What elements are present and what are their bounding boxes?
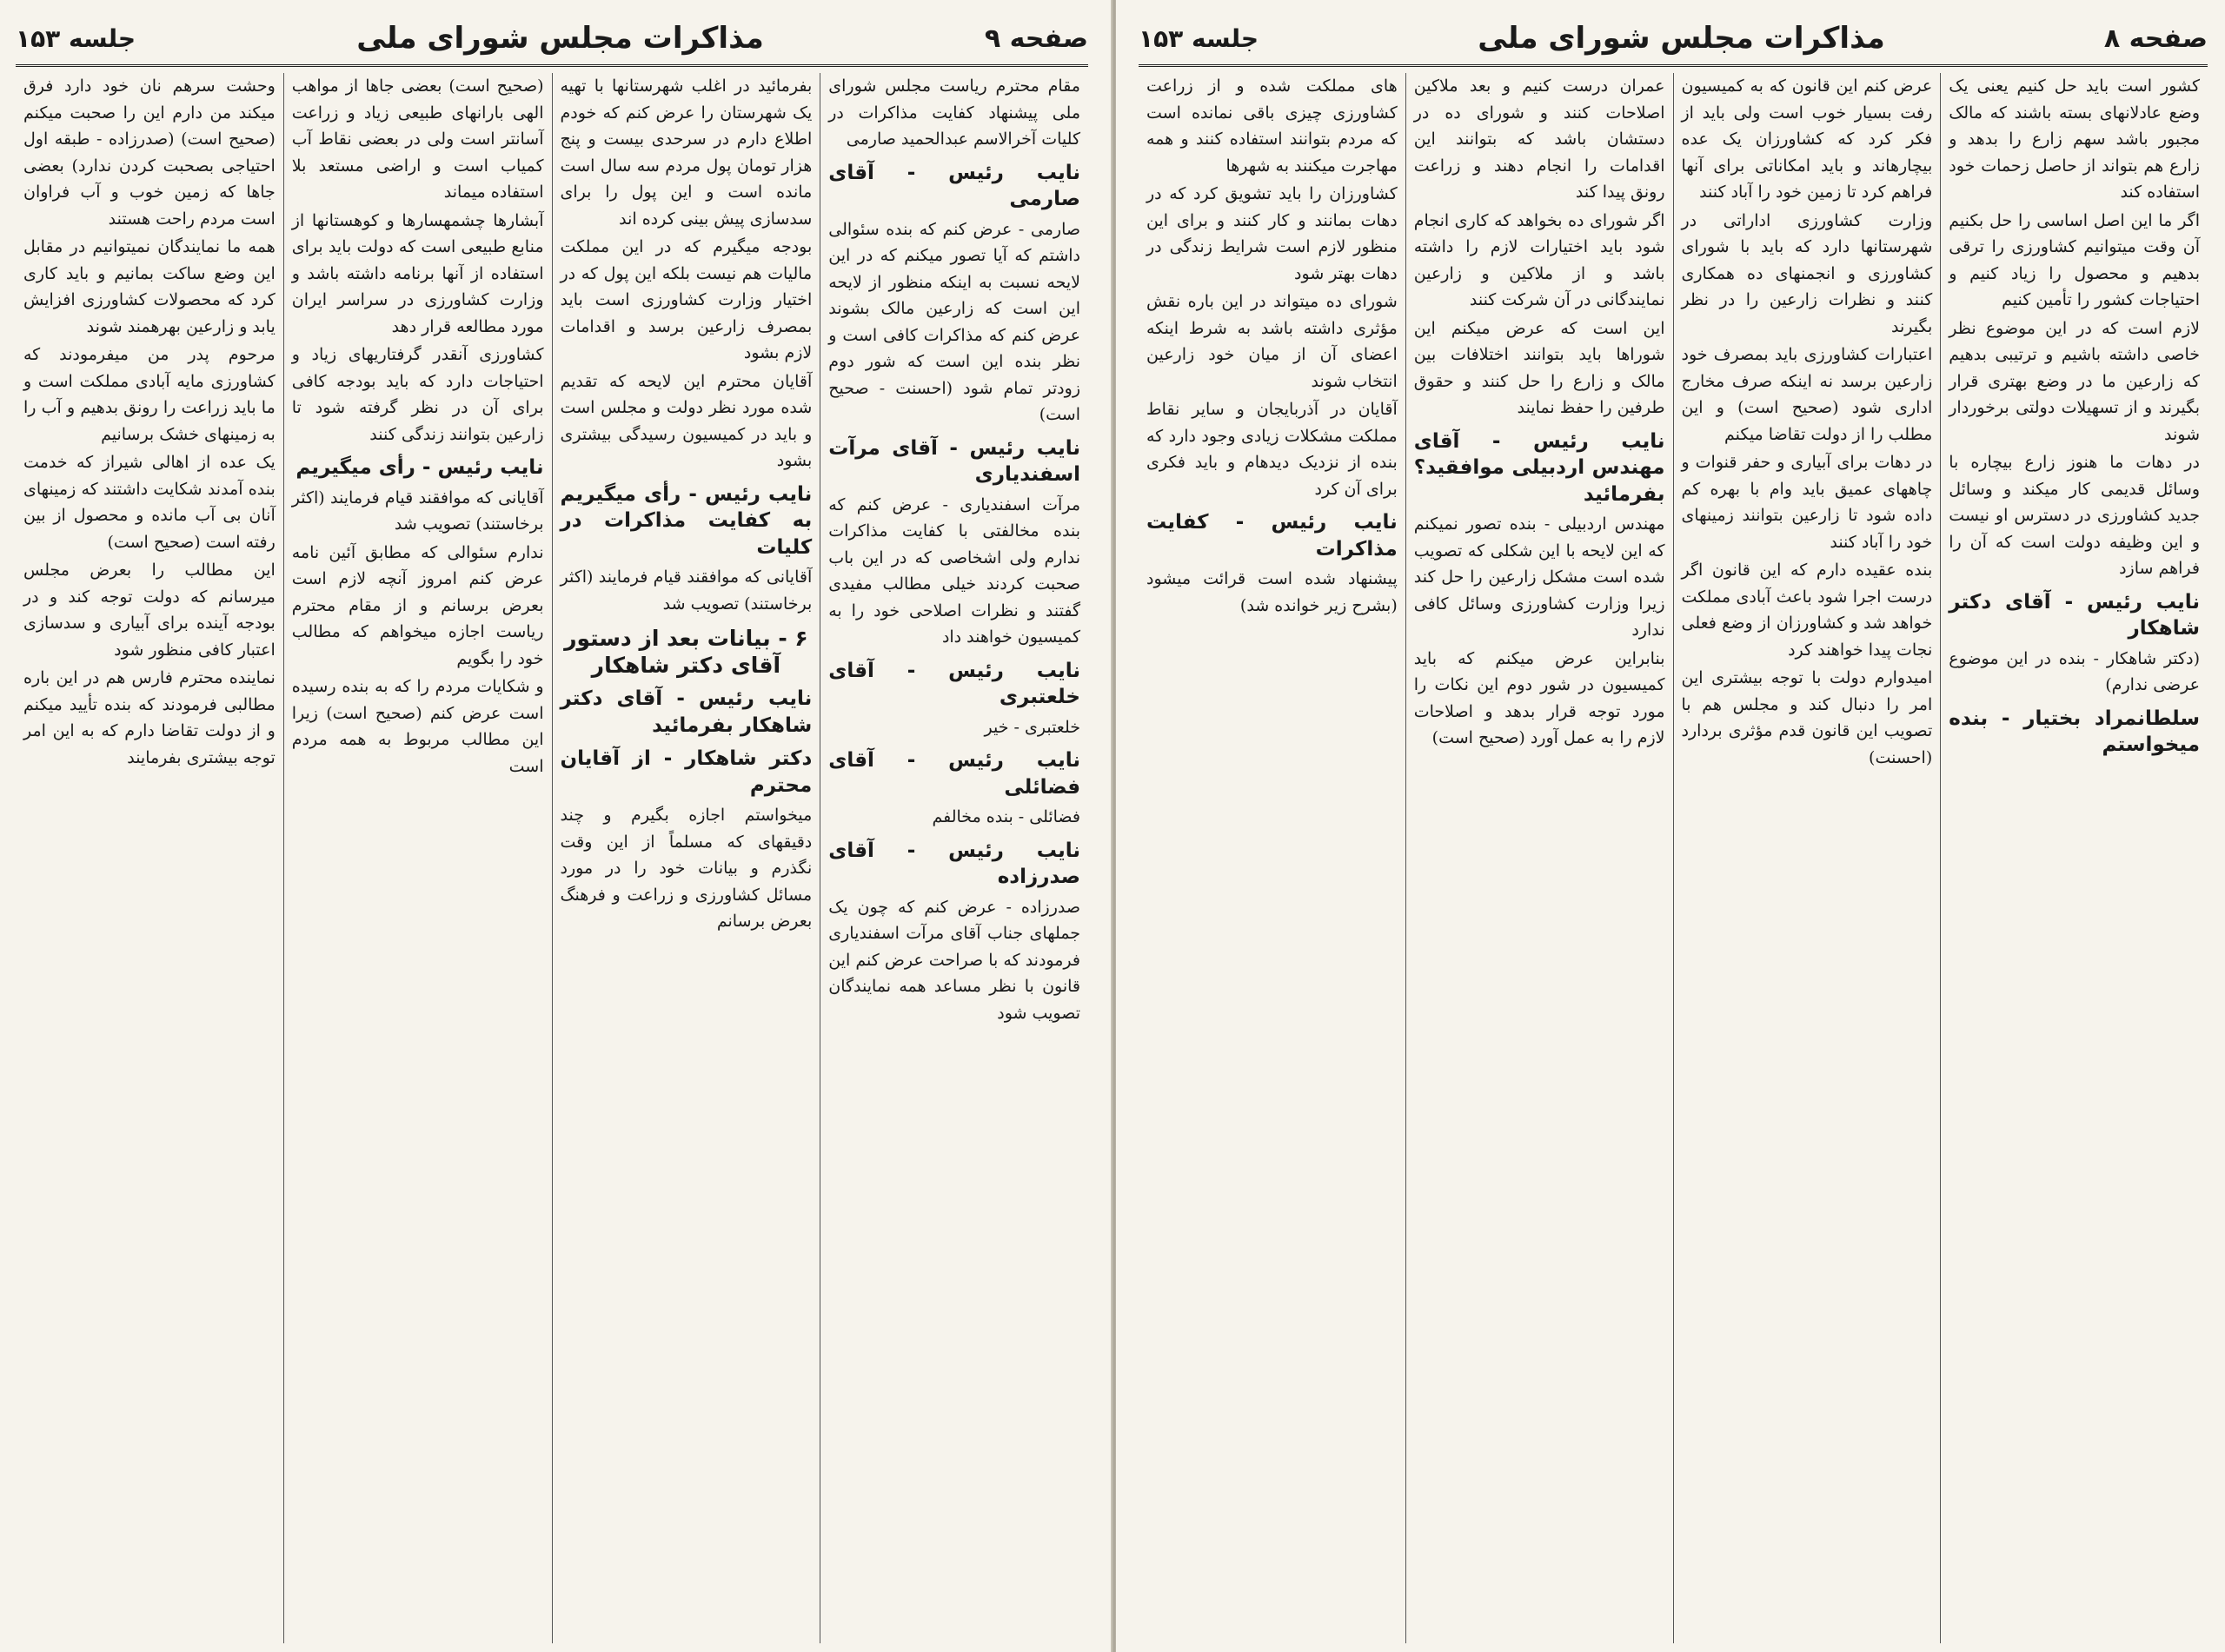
paragraph: (صحیح است) بعضی جاها از مواهب الهی بارانهای طبیعی زیاد و زراعت آسانتر است ولی در بعضی نقاط آب کمیاب است و اراضی مستعد بلا استفاده میماند xyxy=(291,76,544,202)
speaker-line: نایب رئیس - آقای خلعتبری xyxy=(828,659,1080,708)
speaker-line: نایب رئیس - آقای فضائلی xyxy=(828,749,1080,799)
paragraph: بنده عقیده دارم که این قانون اگر درست اجرا شود باعث آبادی مملکت خواهد شد و کشاورزان از وضع فعلی نجات پیدا خواهند کرد xyxy=(1681,561,1933,660)
paragraph: آبشارها چشمهسارها و کوهستانها از منابع طبیعی است که دولت باید برای استفاده از آنها برنامه داشته باشد و وزارت کشاورزی در سراسر ایران مورد مطالعه قرار دهد xyxy=(291,210,544,336)
paragraph: نماینده محترم فارس هم در این باره مطالبی فرمودند که بنده تأیید میکنم و از دولت تقاضا دارم که به این امر توجه بیشتری بفرمایند xyxy=(23,668,276,767)
paragraph: بفرمائید در اغلب شهرستانها با تهیه یک شهرستان را عرض کنم که خودم اطلاع دارم در سرحدی بیست و پنج هزار تومان پول مردم سه سال است مانده است و این پول را برای سدسازی پیش بینی کرده اند xyxy=(560,76,813,229)
paragraph: صارمی - عرض کنم که بنده سئوالی داشتم که آیا تصور میکنم که در این لایحه نسبت به اینکه منظور از لایحه این است که زارعین مالک بشوند عرض کنم که مذاکرات کافی است و نظر بنده این است که شور دوم زودتر تمام شود (احسنت - صحیح است) xyxy=(828,219,1080,424)
paragraph: پیشنهاد شده است قرائت میشود (بشرح زیر خوانده شد) xyxy=(1146,569,1398,615)
paragraph: آقایان در آذربایجان و سایر نقاط مملکت مشکلات زیادی وجود دارد که بنده از نزدیک دیدهام و باید فکری برای آن کرد xyxy=(1146,400,1398,499)
speaker-line: نایب رئیس - آقای صارمی xyxy=(828,161,1080,210)
paragraph: لازم است که در این موضوع نظر خاصی داشته باشیم و ترتیبی بدهیم که زارعین ما در وضع بهتری قرار بگیرند و از تسهیلات دولتی برخوردار شوند xyxy=(1949,318,2200,444)
right-page-columns xyxy=(1139,73,2208,1643)
paragraph: آقایان محترم این لایحه که تقدیم شده مورد نظر دولت و مجلس است و باید در کمیسیون رسیدگی بیشتری بشود xyxy=(560,371,813,470)
text-column xyxy=(1673,73,1941,1643)
text-column xyxy=(1940,73,2208,1643)
left-page-columns xyxy=(16,73,1088,1643)
speaker-line: نایب رئیس - آقای مرآت اسفندیاری xyxy=(828,436,1080,486)
paragraph: همه ما نمایندگان نمیتوانیم در مقابل این وضع ساکت بمانیم و باید کاری کرد که محصولات کشاورزی افزایش یابد و زارعین بهرهمند شوند xyxy=(23,237,276,336)
paragraph: خلعتبری - خیر xyxy=(984,717,1080,737)
paragraph: وزارت کشاورزی اداراتی در شهرستانها دارد که باید با شورای کشاورزی و انجمنهای ده همکاری کنند و نظرات زارعین را در نظر بگیرند xyxy=(1681,210,1933,336)
paragraph: فضائلی - بنده مخالفم xyxy=(932,807,1080,826)
speaker-line: نایب رئیس - آقای دکتر شاهکار بفرمائید xyxy=(560,687,813,737)
text-column xyxy=(283,73,552,1643)
text-column xyxy=(16,73,283,1643)
paragraph: این مطالب را بعرض مجلس میرسانم که دولت توجه کند و در بودجه آینده برای آبیاری و سدسازی اعتبار کافی منظور شود xyxy=(23,561,276,660)
paragraph: میخواستم اجازه بگیرم و چند دقیقهای که مسلماً از این وقت نگذرم و بیانات خود را در مورد مسائل کشاورزی و زراعت و فرهنگ بعرض برسانم xyxy=(560,806,813,931)
right-page-header xyxy=(1139,12,2208,67)
paragraph: بودجه میگیرم که در این مملکت مالیات هم نیست بلکه این پول که در اختیار وزارت کشاورزی است باید بمصرف زارعین برسد و اقدامات لازم بشود xyxy=(560,237,813,362)
page-number: صفحه ۹ xyxy=(984,23,1088,54)
paragraph: مهندس اردبیلی - بنده تصور نمیکنم که این لایحه با این شکلی که تصویب شده است مشکل زارعین را حل کند زیرا وزارت کشاورزی وسائل کافی ندارد xyxy=(1413,514,1665,640)
paragraph: کشاورزی آنقدر گرفتاریهای زیاد و احتیاجات دارد که باید بودجه کافی برای آن در نظر گرفته شود تا زارعین بتوانند زندگی کنند xyxy=(291,345,544,444)
text-column xyxy=(1405,73,1673,1643)
paragraph: اعتبارات کشاورزی باید بمصرف خود زارعین برسد نه اینکه صرف مخارج اداری شود (صحیح است) و این مطلب را از دولت تقاضا میکنم xyxy=(1681,345,1933,444)
section-heading: ۶ - بیانات بعد از دستور آقای دکتر شاهکار xyxy=(564,626,808,678)
paragraph: این است که عرض میکنم این شوراها باید بتوانند اختلافات بین مالک و زارع را حل کنند و حقوق طرفین را حفظ نمایند xyxy=(1413,318,1665,417)
text-column xyxy=(552,73,820,1643)
speaker-line: نایب رئیس - آقای صدرزاده xyxy=(828,839,1080,888)
masthead-title: مذاکرات مجلس شورای ملی xyxy=(1478,21,1885,56)
paragraph: آقایانی که موافقند قیام فرمایند (اکثر برخاستند) تصویب شد xyxy=(560,567,813,614)
masthead-title: مذاکرات مجلس شورای ملی xyxy=(356,21,764,56)
paragraph: امیدوارم دولت با توجه بیشتری این امر را دنبال کند و مجلس هم با تصویب این قانون قدم مؤثری بردارد (احسنت) xyxy=(1681,668,1933,767)
paragraph: در دهات ما هنوز زارع بیچاره با وسائل قدیمی کار میکند و وسائل جدید کشاورزی در دسترس او نیست و این وظیفه دولت است که آن را فراهم سازد xyxy=(1949,453,2200,578)
paragraph: یک عده از اهالی شیراز که خدمت بنده آمدند شکایت داشتند که زمینهای آنان بی آب مانده و محصول از بین رفته است (صحیح است) xyxy=(23,453,276,552)
speaker-line: نایب رئیس - آقای دکتر شاهکار xyxy=(1949,590,2200,640)
paragraph: کشاورزان را باید تشویق کرد که در دهات بمانند و کار کنند و برای این منظور لازم است شرایط زندگی در دهات بهتر شود xyxy=(1146,184,1398,283)
session-number: جلسه ۱۵۳ xyxy=(1139,23,1259,53)
paragraph: (دکتر شاهکار - بنده در این موضوع عرضی ندارم) xyxy=(1949,648,2200,694)
speaker-line: سلطانمراد بختیار - بنده میخواستم xyxy=(1949,707,2200,756)
paragraph: بنابراین عرض میکنم که باید کمیسیون در شور دوم این نکات را مورد توجه قرار بدهد و اصلاحات لازم را به عمل آورد (صحیح است) xyxy=(1413,648,1665,747)
paragraph: و شکایات مردم را که به بنده رسیده است عرض کنم (صحیح است) زیرا این مطالب مربوط به همه مردم است xyxy=(291,677,544,776)
speaker-line: دکتر شاهکار - از آقایان محترم xyxy=(560,747,813,797)
speaker-line: نایب رئیس - رأی میگیریم به کفایت مذاکرات در کلیات xyxy=(560,482,813,559)
paragraph: آقایانی که موافقند قیام فرمایند (اکثر برخاستند) تصویب شد xyxy=(291,488,544,534)
paragraph: اگر شورای ده بخواهد که کاری انجام شود باید اختیارات لازم را داشته باشد و از ملاکین و زارعین نمایندگانی در آن شرکت کنند xyxy=(1413,210,1665,309)
speaker-line: نایب رئیس - آقای مهندس اردبیلی موافقید؟ بفرمائید xyxy=(1413,429,1665,506)
left-page-header xyxy=(16,12,1088,67)
text-column xyxy=(820,73,1088,1643)
paragraph: شورای ده میتواند در این باره نقش مؤثری داشته باشد به شرط اینکه اعضای آن از میان خود زارعین انتخاب شوند xyxy=(1146,292,1398,391)
speaker-line: نایب رئیس - کفایت مذاکرات xyxy=(1146,511,1398,561)
paragraph: اگر ما این اصل اساسی را حل بکنیم آن وقت میتوانیم کشاورزی را ترقی بدهیم و محصول را زیاد کنیم و احتیاجات کشور را تأمین کنیم xyxy=(1949,210,2200,309)
paragraph: های مملکت شده و از زراعت کشاورزی چیزی باقی نمانده است که مردم بتوانند استفاده کنند و همه مهاجرت میکنند به شهرها xyxy=(1146,76,1398,176)
text-column xyxy=(1139,73,1405,1643)
paragraph: عمران درست کنیم و بعد ملاکین اصلاحات کنند و شورای ده در دستشان باشد که بتوانند این اقدامات را انجام دهند و زراعت رونق پیدا کند xyxy=(1413,76,1665,202)
speaker-line: نایب رئیس - رأی میگیریم xyxy=(296,456,544,479)
paragraph: مرآت اسفندیاری - عرض کنم که بنده مخالفتی با کفایت مذاکرات ندارم ولی اشخاصی که در این باب صحبت کردند خیلی مطالب مفیدی گفتند و نظرات اصلاحی خود را به کمیسیون خواهند داد xyxy=(828,494,1080,647)
session-number: جلسه ۱۵۳ xyxy=(16,23,136,53)
paragraph: کشور است باید حل کنیم یعنی یک وضع عادلانهای بسته باشند که مالک مجبور باشد سهم زارع را بدهد و زارع هم بتواند از حاصل زحمات خود استفاده کند xyxy=(1949,76,2200,202)
paragraph: وحشت سرهم نان خود دارد فرق میکند من دارم این را صحبت میکنم (صحیح است) (صدرزاده - طبقه اول احتیاجی بصحبت کردن ندارد) بعضی جاها که زمین خوب و آب فراوان است مردم راحت هستند xyxy=(23,76,276,229)
paragraph: مرحوم پدر من میفرمودند که کشاورزی مایه آبادی مملکت است و ما باید زراعت را رونق بدهیم و آب را به زمینهای خشک برسانیم xyxy=(23,345,276,444)
paragraph: عرض کنم این قانون که به کمیسیون رفت بسیار خوب است ولی باید از فکر کرد که کشاورزان یک عده بیچارهاند و باید امکاناتی برای آنها فراهم کرد تا زمین خود را آباد کنند xyxy=(1681,76,1933,202)
page-number: صفحه ۸ xyxy=(2103,23,2208,54)
paragraph: ندارم سئوالی که مطابق آئین نامه عرض کنم امروز آنچه لازم است بعرض برسانم و از مقام محترم ریاست اجازه میخواهم که مطالب خود را بگویم xyxy=(291,542,544,668)
paragraph: در دهات برای آبیاری و حفر قنوات و چاههای عمیق باید وام با بهره کم داده شود تا زارعین بتوانند زمینهای خود را آباد کنند xyxy=(1681,453,1933,552)
paragraph: صدرزاده - عرض کنم که چون یک جملهای جناب آقای مرآت اسفندیاری فرمودند که با صراحت عرض کنم این قانون با نظر مساعد همه نمایندگان تصویب شود xyxy=(828,897,1080,1023)
right-page xyxy=(1116,0,2225,1652)
paragraph: مقام محترم ریاست مجلس شورای ملی پیشنهاد کفایت مذاکرات در کلیات آخرالاسم عبدالحمید صارمی xyxy=(828,76,1080,149)
left-page xyxy=(0,0,1112,1652)
